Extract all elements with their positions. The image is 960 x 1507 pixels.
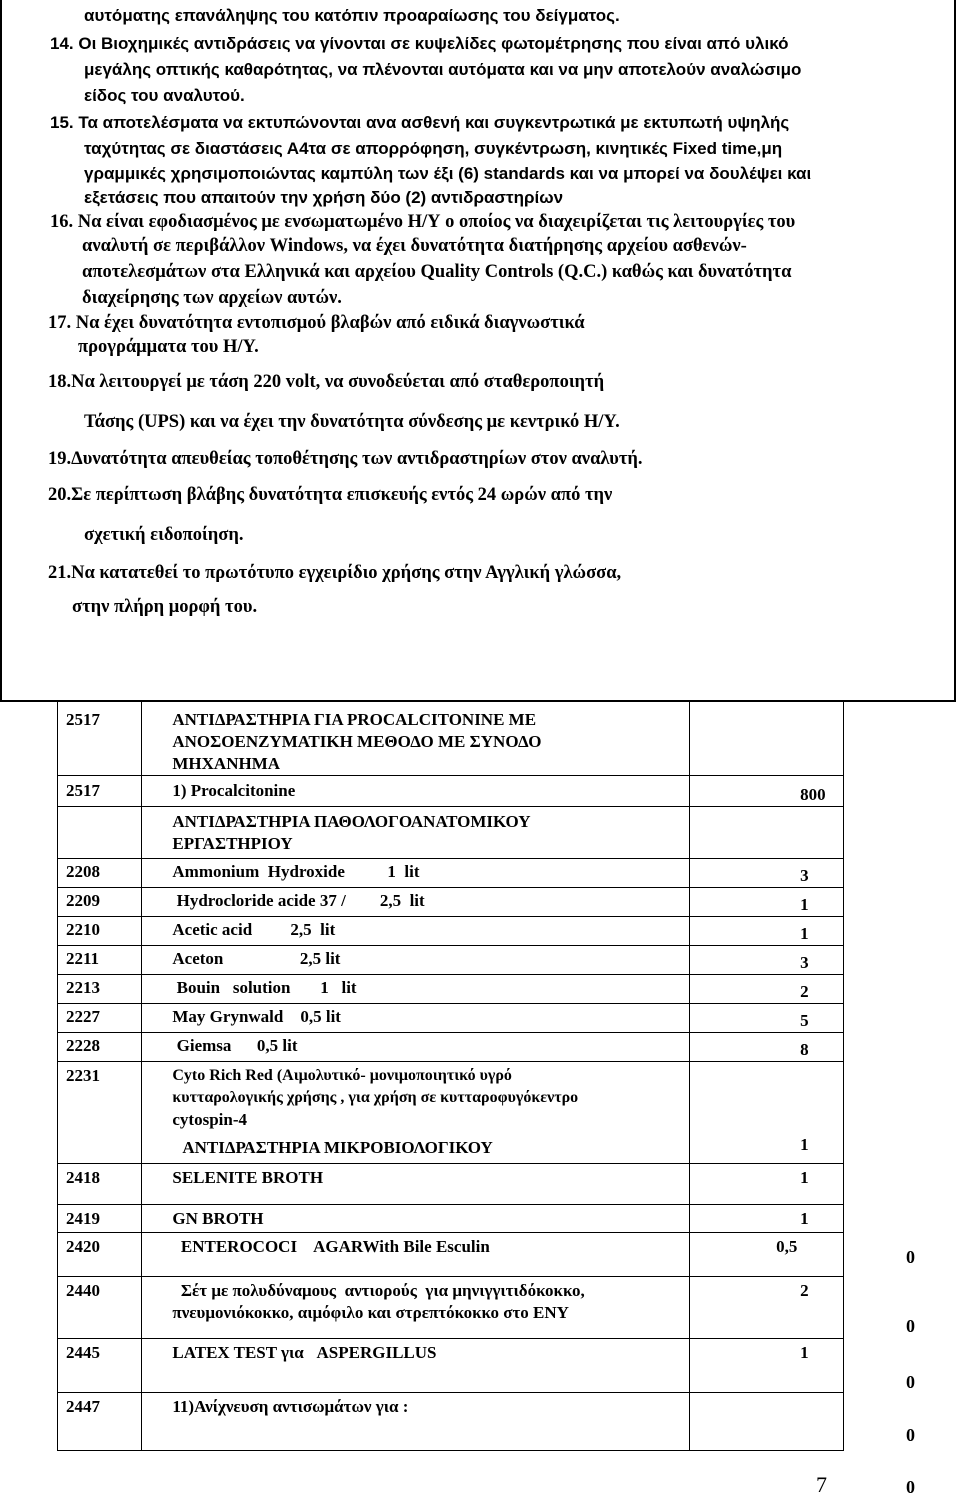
description-cell: Cyto Rich Red (Αιμολυτικό- μονιμοποιητικό υγρό κυτταρολογικής χρήσης , για χρήση σε κυτταροφυγόκεντρο cytospin-4 ΑΝΤΙΔΡΑΣΤΗΡΙΑ ΜΙΚΡΟΒΙΟΛΟΓΙΚΟΥ xyxy=(142,1062,690,1164)
quantity-cell: 3 xyxy=(690,859,844,888)
table-row xyxy=(58,859,844,888)
description-cell: Aceton 2,5 lit xyxy=(142,946,690,975)
paragraph-14-line-3: είδος του αναλυτού. xyxy=(84,86,245,105)
quantity-cell: 5 xyxy=(690,1004,844,1033)
description-cell: Bouin solution 1 lit xyxy=(142,975,690,1004)
table-row xyxy=(58,1062,844,1164)
table-row xyxy=(58,807,844,859)
description-cell: Σέτ με πολυδύναμους αντιορούς για μηνιγγιτιδόκοκκο, πνευμονιόκοκκο, αιμόφιλο και στρεπτόκοκκο στο ΕΝΥ xyxy=(142,1277,690,1339)
description-cell: 1) Procalcitonine xyxy=(142,776,690,807)
description-cell: Acetic acid 2,5 lit xyxy=(142,917,690,946)
code-cell: 2418 xyxy=(58,1164,142,1205)
code-cell: 2228 xyxy=(58,1033,142,1062)
paragraph-14-line-2: μεγάλης οπτικής καθαρότητας, να πλένονται αυτόματα και να μην αποτελούν αναλώσιμο xyxy=(84,60,802,79)
table-row xyxy=(58,1205,844,1233)
quantity-cell: 1 xyxy=(690,1164,844,1205)
paragraph-16-line-4: διαχείρησης των αρχείων αυτών. xyxy=(82,288,342,308)
code-cell: 2420 xyxy=(58,1233,142,1277)
description-cell: ΑΝΤΙΔΡΑΣΤΗΡΙΑ ΓΙΑ PROCALCITONINE ME ΑΝΟΣΟΕΝΖΥΜΑΤΙΚΗ ΜΕΘΟΔΟ ΜΕ ΣΥΝΟΔΟ ΜΗΧΑΝΗΜΑ xyxy=(142,702,690,776)
paragraph-15-line-2: ταχύτητας σε διαστάσεις Α4τα σε απορρόφηση, συγκέντρωση, κινητικές Fixed time,μη xyxy=(84,139,783,158)
quantity-cell: 800 xyxy=(690,776,844,807)
code-cell: 2208 xyxy=(58,859,142,888)
quantity-cell xyxy=(690,1393,844,1451)
code-cell: 2231 xyxy=(58,1062,142,1164)
page-number: 7 xyxy=(816,1472,827,1497)
code-cell: 2213 xyxy=(58,975,142,1004)
paragraph-14-line-1: 14. Οι Βιοχημικές αντιδράσεις να γίνονται σε κυψελίδες φωτομέτρησης που είναι από υλικό xyxy=(50,34,789,53)
code-cell: 2227 xyxy=(58,1004,142,1033)
paragraph-21-line-2: στην πλήρη μορφή του. xyxy=(72,597,258,617)
quantity-cell: 1 xyxy=(690,917,844,946)
paragraph-18-line-2: Τάσης (UPS) και να έχει την δυνατότητα σύνδεσης με κεντρικό Η/Υ. xyxy=(84,412,620,432)
outside-value: 0 xyxy=(906,1477,915,1497)
reagents-table xyxy=(57,701,844,1451)
table-row xyxy=(58,946,844,975)
outside-value: 0 xyxy=(906,1372,915,1392)
paragraph-16-line-2: αναλυτή σε περιβάλλον Windows, να έχει δυνατότητα διατήρησης αρχείου ασθενών- xyxy=(82,236,747,256)
paragraph-16-line-3: αποτελεσμάτων στα Ελληνικά και αρχείου Quality Controls (Q.C.) καθώς και δυνατότητα xyxy=(82,262,792,282)
description-cell: GN BROTH xyxy=(142,1205,690,1233)
table-row xyxy=(58,1004,844,1033)
description-cell: Hydrocloride acide 37 / 2,5 lit xyxy=(142,888,690,917)
table-row xyxy=(58,1277,844,1339)
quantity-cell: 1 xyxy=(690,1205,844,1233)
description-cell: 11)Ανίχνευση αντισωμάτων για : xyxy=(142,1393,690,1451)
table-row xyxy=(58,1393,844,1451)
paragraph-15-line-3: γραμμικές χρησιμοποιώντας καμπύλη των έξι (6) standards και να μπορεί να δουλέψει και xyxy=(84,164,812,183)
code-cell: 2209 xyxy=(58,888,142,917)
paragraph-17-line-1: 17. Να έχει δυνατότητα εντοπισμού βλαβών από ειδικά διαγνωστικά xyxy=(48,313,585,333)
code-cell: 2440 xyxy=(58,1277,142,1339)
table-row xyxy=(58,1233,844,1277)
code-cell: 2211 xyxy=(58,946,142,975)
paragraph-20-line-2: σχετική ειδοποίηση. xyxy=(84,525,244,545)
paragraph-16-line-1: 16. Να είναι εφοδιασμένος με ενσωματωμένο Η/Υ ο οποίος να διαχειρίζεται τις λειτουργίες του xyxy=(50,212,796,232)
description-cell: SELENITE BROTH xyxy=(142,1164,690,1205)
paragraph-15-line-4: εξετάσεις που απαιτούν την χρήση δύο (2) αντιδραστηρίων xyxy=(84,188,564,207)
code-cell: 2447 xyxy=(58,1393,142,1451)
code-cell: 2445 xyxy=(58,1339,142,1393)
outside-value: 0 xyxy=(906,1247,915,1267)
quantity-cell xyxy=(690,702,844,776)
table-row xyxy=(58,888,844,917)
table-row xyxy=(58,776,844,807)
quantity-cell: 3 xyxy=(690,946,844,975)
code-cell: 2517 xyxy=(58,776,142,807)
paragraph-20-line-1: 20.Σε περίπτωση βλάβης δυνατότητα επισκευής εντός 24 ωρών από την xyxy=(48,485,613,505)
table-row xyxy=(58,1033,844,1062)
code-cell xyxy=(58,807,142,859)
quantity-cell: 1 xyxy=(690,1339,844,1393)
table-row xyxy=(58,1164,844,1205)
description-cell: May Grynwald 0,5 lit xyxy=(142,1004,690,1033)
description-cell: ENTEROCOCI AGARWith Bile Esculin xyxy=(142,1233,690,1277)
table-row xyxy=(58,917,844,946)
table-row xyxy=(58,702,844,776)
quantity-cell: 1 xyxy=(690,1062,844,1164)
paragraph-21-line-1: 21.Να κατατεθεί το πρωτότυπο εγχειρίδιο χρήσης στην Αγγλική γλώσσα, xyxy=(48,563,622,583)
table-row xyxy=(58,1339,844,1393)
quantity-cell: 8 xyxy=(690,1033,844,1062)
paragraph-13-tail: αυτόματης επανάληψης του κατόπιν προαραίωσης του δείγματος. xyxy=(84,6,620,25)
paragraph-15-line-1: 15. Τα αποτελέσματα να εκτυπώνονται ανα ασθενή και συγκεντρωτικά με εκτυπωτή υψηλής xyxy=(50,113,790,132)
code-cell: 2517 xyxy=(58,702,142,776)
paragraph-17-line-2: προγράμματα του Η/Υ. xyxy=(78,337,259,357)
paragraph-18-line-1: 18.Να λειτουργεί με τάση 220 volt, να συνοδεύεται από σταθεροποιητή xyxy=(48,372,605,392)
table-row xyxy=(58,975,844,1004)
description-cell: Ammonium Hydroxide 1 lit xyxy=(142,859,690,888)
description-cell: LATEX TEST για ASPERGILLUS xyxy=(142,1339,690,1393)
quantity-cell: 2 xyxy=(690,975,844,1004)
description-cell: ΑΝΤΙΔΡΑΣΤΗΡΙΑ ΠΑΘΟΛΟΓΟΑΝΑΤΟΜΙΚΟΥ ΕΡΓΑΣΤΗΡΙΟΥ xyxy=(142,807,690,859)
outside-value: 0 xyxy=(906,1425,915,1445)
paragraph-19-line-1: 19.Δυνατότητα απευθείας τοποθέτησης των αντιδραστηρίων στον αναλυτή. xyxy=(48,449,643,469)
code-cell: 2419 xyxy=(58,1205,142,1233)
quantity-cell: 2 xyxy=(690,1277,844,1339)
description-cell: Giemsa 0,5 lit xyxy=(142,1033,690,1062)
outside-value: 0 xyxy=(906,1316,915,1336)
quantity-cell: 1 xyxy=(690,888,844,917)
quantity-cell xyxy=(690,807,844,859)
quantity-cell: 0,5 xyxy=(690,1233,844,1277)
code-cell: 2210 xyxy=(58,917,142,946)
